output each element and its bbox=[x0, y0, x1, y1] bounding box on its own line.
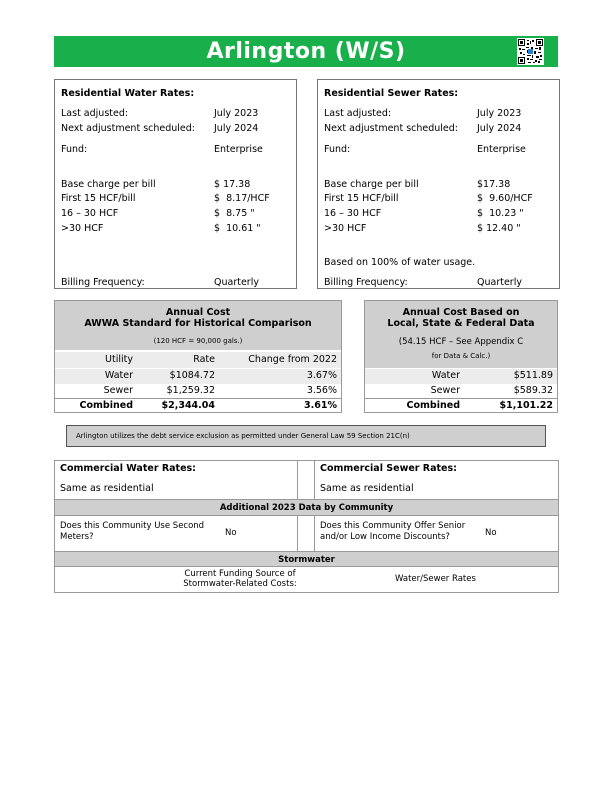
residential-water-panel bbox=[54, 79, 297, 289]
sewer-last-adjusted-label: Last adjusted: bbox=[324, 108, 392, 119]
additional-data-header: Additional 2023 Data by Community bbox=[55, 499, 558, 516]
residential-sewer-panel bbox=[317, 79, 560, 289]
water-billing-frequency-value: Quarterly bbox=[214, 277, 259, 288]
row-change: 3.67% bbox=[306, 370, 337, 381]
column-header-utility: Utility bbox=[105, 354, 133, 365]
sewer-rate-value: $ 9.60/HCF bbox=[477, 193, 533, 204]
local-cost-basis-line2: for Data & Calc.) bbox=[431, 352, 491, 360]
row-rate: $1,101.22 bbox=[499, 400, 553, 411]
local-cost-title: Annual Cost Based on bbox=[402, 307, 520, 318]
sewer-billing-frequency-value: Quarterly bbox=[477, 277, 522, 288]
table-row bbox=[365, 384, 557, 399]
row-utility: Combined bbox=[79, 400, 133, 411]
second-meters-question: Does this Community Use Second Meters? bbox=[60, 521, 205, 542]
sewer-fund-value: Enterprise bbox=[477, 144, 526, 155]
table-row bbox=[55, 398, 341, 413]
sewer-rate-value: $ 12.40 " bbox=[477, 223, 521, 234]
qr-code-icon bbox=[517, 38, 544, 65]
commercial-water-title: Commercial Water Rates: bbox=[60, 463, 196, 474]
sewer-rate-value: $ 10.23 " bbox=[477, 208, 524, 219]
annual-cost-awwa-table bbox=[54, 300, 342, 413]
stormwater-funding-value: Water/Sewer Rates bbox=[395, 574, 476, 584]
local-cost-header bbox=[365, 301, 557, 333]
sewer-next-adjustment-value: July 2024 bbox=[477, 123, 522, 134]
debt-exclusion-note bbox=[66, 425, 546, 447]
sewer-next-adjustment-label: Next adjustment scheduled: bbox=[324, 123, 459, 134]
sewer-rate-label: Base charge per bill bbox=[324, 179, 419, 190]
stormwater-funding-label: Current Funding Source of Stormwater-Related Costs: bbox=[183, 569, 297, 589]
page-title-bar bbox=[54, 36, 558, 67]
row-rate: $2,344.04 bbox=[161, 400, 215, 411]
row-utility: Combined bbox=[406, 400, 460, 411]
water-rate-label: Base charge per bill bbox=[61, 179, 156, 190]
second-meters-cell bbox=[55, 516, 298, 551]
water-rate-value: $ 8.17/HCF bbox=[214, 193, 270, 204]
column-header-change: Change from 2022 bbox=[248, 354, 337, 365]
row-utility: Sewer bbox=[103, 385, 133, 396]
annual-cost-local-table bbox=[364, 300, 558, 413]
water-next-adjustment-value: July 2024 bbox=[214, 123, 259, 134]
senior-discount-question: Does this Community Offer Senior and/or Low Income Discounts? bbox=[320, 521, 466, 542]
commercial-section bbox=[54, 460, 559, 593]
water-billing-frequency-label: Billing Frequency: bbox=[61, 277, 145, 288]
row-rate: $1,259.32 bbox=[166, 385, 215, 396]
sewer-fund-label: Fund: bbox=[324, 144, 351, 155]
water-rate-value: $ 8.75 " bbox=[214, 208, 255, 219]
water-rate-value: $ 10.61 " bbox=[214, 223, 261, 234]
column-header-rate: Rate bbox=[193, 354, 215, 365]
annual-cost-header bbox=[55, 301, 341, 333]
senior-discount-answer: No bbox=[485, 528, 497, 538]
row-utility: Water bbox=[104, 370, 133, 381]
commercial-water-cell bbox=[55, 461, 298, 499]
commercial-sewer-value: Same as residential bbox=[320, 483, 414, 494]
annual-cost-column-headers bbox=[55, 352, 341, 368]
local-cost-basis-line1: (54.15 HCF – See Appendix C bbox=[398, 337, 524, 347]
row-utility: Sewer bbox=[430, 385, 460, 396]
sewer-rate-label: 16 – 30 HCF bbox=[324, 208, 382, 219]
stormwater-header: Stormwater bbox=[55, 551, 558, 567]
water-last-adjusted-value: July 2023 bbox=[214, 108, 259, 119]
commercial-sewer-cell bbox=[314, 461, 558, 499]
second-meters-answer: No bbox=[225, 528, 237, 538]
sewer-panel-title: Residential Sewer Rates: bbox=[324, 88, 459, 99]
row-rate: $511.89 bbox=[513, 370, 553, 381]
table-row bbox=[365, 398, 557, 413]
table-row bbox=[365, 369, 557, 384]
water-rate-label: First 15 HCF/bill bbox=[61, 193, 136, 204]
row-change: 3.56% bbox=[306, 385, 337, 396]
sewer-billing-frequency-label: Billing Frequency: bbox=[324, 277, 408, 288]
water-rate-label: 16 – 30 HCF bbox=[61, 208, 119, 219]
water-fund-label: Fund: bbox=[61, 144, 88, 155]
commercial-water-value: Same as residential bbox=[60, 483, 154, 494]
water-panel-title: Residential Water Rates: bbox=[61, 88, 195, 99]
sewer-rate-value: $17.38 bbox=[477, 179, 511, 190]
debt-exclusion-note-text: Arlington utilizes the debt service exclusion as permitted under General Law 59 Section 21C(n) bbox=[76, 432, 410, 440]
row-rate: $589.32 bbox=[513, 385, 553, 396]
annual-cost-title: Annual Cost bbox=[165, 307, 231, 318]
table-row bbox=[55, 384, 341, 399]
commercial-sewer-title: Commercial Sewer Rates: bbox=[320, 463, 457, 474]
row-utility: Water bbox=[431, 370, 460, 381]
sewer-rate-label: >30 HCF bbox=[324, 223, 367, 234]
row-rate: $1084.72 bbox=[169, 370, 215, 381]
table-row bbox=[55, 369, 341, 384]
water-rate-value: $ 17.38 bbox=[214, 179, 251, 190]
sewer-note: Based on 100% of water usage. bbox=[324, 257, 476, 268]
senior-discount-cell bbox=[314, 516, 558, 551]
annual-cost-basis: (120 HCF = 90,000 gals.) bbox=[55, 333, 341, 350]
sewer-last-adjusted-value: July 2023 bbox=[477, 108, 522, 119]
water-rate-label: >30 HCF bbox=[61, 223, 104, 234]
row-change: 3.61% bbox=[304, 400, 337, 411]
water-last-adjusted-label: Last adjusted: bbox=[61, 108, 129, 119]
local-cost-basis bbox=[365, 333, 557, 368]
water-fund-value: Enterprise bbox=[214, 144, 263, 155]
annual-cost-subtitle: AWWA Standard for Historical Comparison bbox=[84, 318, 312, 329]
sewer-rate-label: First 15 HCF/bill bbox=[324, 193, 399, 204]
water-next-adjustment-label: Next adjustment scheduled: bbox=[61, 123, 196, 134]
local-cost-subtitle: Local, State & Federal Data bbox=[387, 318, 535, 329]
stormwater-row bbox=[55, 567, 558, 593]
page-title: Arlington (W/S) bbox=[206, 39, 406, 64]
